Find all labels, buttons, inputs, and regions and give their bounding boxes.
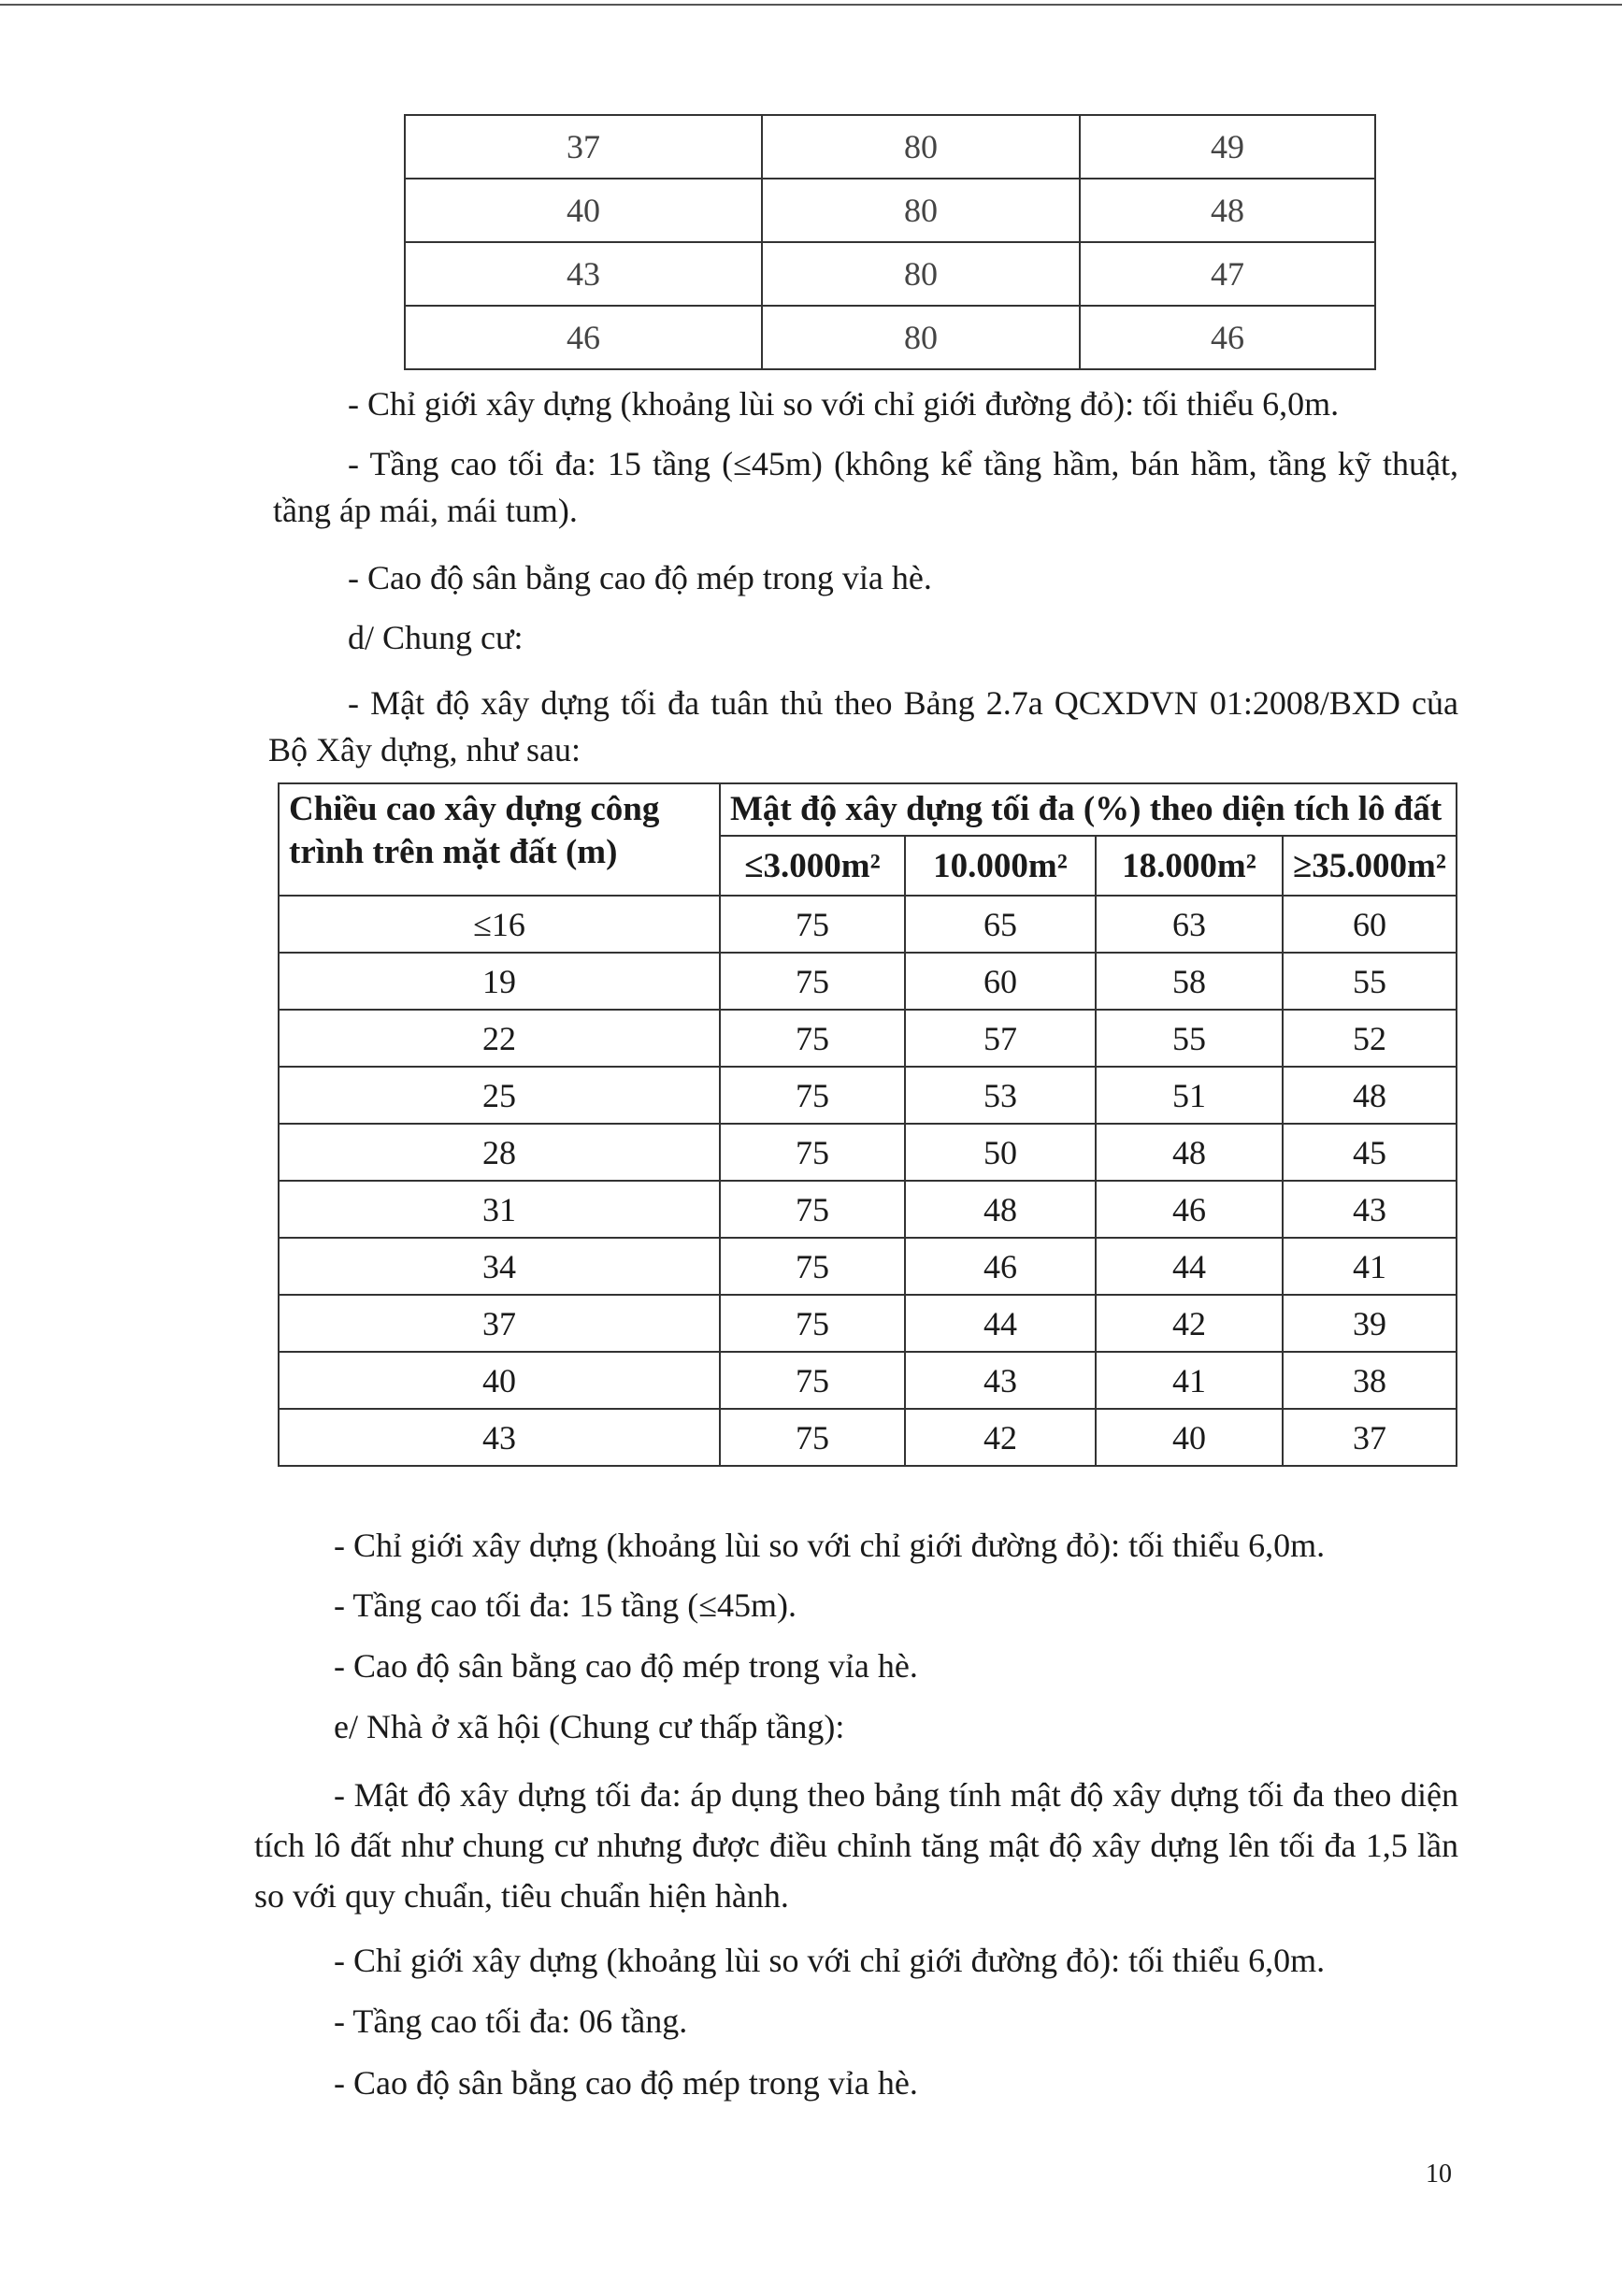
height-cell: ≤16 [279, 896, 720, 953]
density-cell: 75 [720, 1010, 905, 1067]
density-cell: 55 [1096, 1010, 1283, 1067]
density-table-header-row [279, 783, 1457, 836]
height-cell: 31 [279, 1181, 720, 1238]
table-row [279, 1067, 1457, 1124]
density-cell: 39 [1283, 1295, 1457, 1352]
density-cell: 45 [1283, 1124, 1457, 1181]
density-cell: 46 [1096, 1181, 1283, 1238]
density-cell: 40 [1096, 1409, 1283, 1466]
yard-level-paragraph: - Cao độ sân bằng cao độ mép trong vỉa hè. [348, 559, 932, 596]
density-cell: 65 [905, 896, 1096, 953]
table-row [405, 242, 1375, 306]
yard-level-paragraph-2: - Cao độ sân bằng cao độ mép trong vỉa hè. [334, 1647, 918, 1685]
density-cell: 75 [720, 896, 905, 953]
table-cell: 40 [405, 179, 762, 242]
density-table [278, 782, 1457, 1467]
density-cell: 38 [1283, 1352, 1457, 1409]
table-cell: 37 [405, 115, 762, 179]
density-cell: 41 [1283, 1238, 1457, 1295]
density-cell: 75 [720, 1409, 905, 1466]
height-cell: 19 [279, 953, 720, 1010]
table-cell: 80 [762, 306, 1080, 369]
area-header-cell: ≤3.000m² [720, 836, 905, 896]
table-row [279, 1295, 1457, 1352]
density-cell: 75 [720, 1124, 905, 1181]
density-cell: 37 [1283, 1409, 1457, 1466]
table-cell: 80 [762, 179, 1080, 242]
table-cell: 48 [1080, 179, 1375, 242]
density-cell: 75 [720, 953, 905, 1010]
density-cell: 48 [905, 1181, 1096, 1238]
height-cell: 25 [279, 1067, 720, 1124]
table-row [279, 1010, 1457, 1067]
table-row [405, 179, 1375, 242]
table-row [279, 1409, 1457, 1466]
table-cell: 46 [405, 306, 762, 369]
area-header-cell: ≥35.000m² [1283, 836, 1457, 896]
density-cell: 58 [1096, 953, 1283, 1010]
setback-paragraph: - Chỉ giới xây dựng (khoảng lùi so với chỉ giới đường đỏ): tối thiểu 6,0m. [348, 385, 1340, 423]
density-cell: 55 [1283, 953, 1457, 1010]
density-cell: 44 [1096, 1238, 1283, 1295]
table-row [279, 1181, 1457, 1238]
yard-level-paragraph-3: - Cao độ sân bằng cao độ mép trong vỉa hè. [334, 2064, 918, 2102]
height-column-header: Chiều cao xây dựng công trình trên mặt đất (m) [279, 783, 720, 896]
area-header-cell: 18.000m² [1096, 836, 1283, 896]
density-cell: 50 [905, 1124, 1096, 1181]
page-number: 10 [1426, 2160, 1452, 2188]
density-cell: 63 [1096, 896, 1283, 953]
top-border-line [0, 4, 1622, 6]
section-d-heading: d/ Chung cư: [348, 619, 524, 656]
table-row [405, 115, 1375, 179]
density-cell: 75 [720, 1238, 905, 1295]
density-cell: 48 [1096, 1124, 1283, 1181]
max-floors-paragraph-2: - Tầng cao tối đa: 15 tầng (≤45m). [334, 1586, 797, 1624]
density-rule-paragraph: - Mật độ xây dựng tối đa tuân thủ theo Bảng 2.7a QCXDVN 01:2008/BXD của Bộ Xây dựng, như sau: [268, 684, 1458, 768]
density-cell: 41 [1096, 1352, 1283, 1409]
density-cell: 42 [905, 1409, 1096, 1466]
table-cell: 80 [762, 242, 1080, 306]
density-cell: 51 [1096, 1067, 1283, 1124]
height-cell: 37 [279, 1295, 720, 1352]
density-table-head [279, 783, 1457, 896]
table-row [279, 1352, 1457, 1409]
density-cell: 48 [1283, 1067, 1457, 1124]
table-continued [404, 114, 1376, 370]
area-header-cell: 10.000m² [905, 836, 1096, 896]
density-column-header: Mật độ xây dựng tối đa (%) theo diện tích lô đất [720, 783, 1457, 836]
max-floors-paragraph: - Tầng cao tối đa: 15 tầng (≤45m) (không kể tầng hầm, bán hầm, tầng kỹ thuật, tầng áp mái, mái tum). [273, 445, 1458, 529]
density-cell: 75 [720, 1295, 905, 1352]
table-cell: 43 [405, 242, 762, 306]
density-cell: 43 [905, 1352, 1096, 1409]
density-cell: 46 [905, 1238, 1096, 1295]
setback-paragraph-2: - Chỉ giới xây dựng (khoảng lùi so với chỉ giới đường đỏ): tối thiểu 6,0m. [334, 1527, 1326, 1564]
density-cell: 42 [1096, 1295, 1283, 1352]
table-cell: 80 [762, 115, 1080, 179]
density-table-body [279, 896, 1457, 1466]
density-cell: 75 [720, 1352, 905, 1409]
max-floors-paragraph-3: - Tầng cao tối đa: 06 tầng. [334, 2002, 688, 2040]
density-cell: 60 [905, 953, 1096, 1010]
density-cell: 75 [720, 1181, 905, 1238]
section-e-heading: e/ Nhà ở xã hội (Chung cư thấp tầng): [334, 1708, 845, 1745]
density-cell: 44 [905, 1295, 1096, 1352]
density-cell: 53 [905, 1067, 1096, 1124]
table-row [279, 896, 1457, 953]
table-row [279, 953, 1457, 1010]
table-cell: 46 [1080, 306, 1375, 369]
table-row [279, 1238, 1457, 1295]
density-cell: 52 [1283, 1010, 1457, 1067]
social-housing-density-paragraph: - Mật độ xây dựng tối đa: áp dụng theo bảng tính mật độ xây dựng tối đa theo diện tích lô đất như chung cư nhưng được điều chỉnh tăng mật độ xây dựng lên tối đa 1,5 lần so với quy chuẩn, tiêu chuẩn hiện hành. [254, 1776, 1458, 1915]
height-cell: 40 [279, 1352, 720, 1409]
density-cell: 60 [1283, 896, 1457, 953]
table-row [279, 1124, 1457, 1181]
setback-paragraph-3: - Chỉ giới xây dựng (khoảng lùi so với chỉ giới đường đỏ): tối thiểu 6,0m. [334, 1942, 1326, 1979]
density-cell: 57 [905, 1010, 1096, 1067]
height-cell: 28 [279, 1124, 720, 1181]
table-continued-body [405, 115, 1375, 369]
density-cell: 43 [1283, 1181, 1457, 1238]
table-cell: 47 [1080, 242, 1375, 306]
table-row [405, 306, 1375, 369]
height-cell: 43 [279, 1409, 720, 1466]
height-cell: 22 [279, 1010, 720, 1067]
table-cell: 49 [1080, 115, 1375, 179]
density-cell: 75 [720, 1067, 905, 1124]
height-cell: 34 [279, 1238, 720, 1295]
